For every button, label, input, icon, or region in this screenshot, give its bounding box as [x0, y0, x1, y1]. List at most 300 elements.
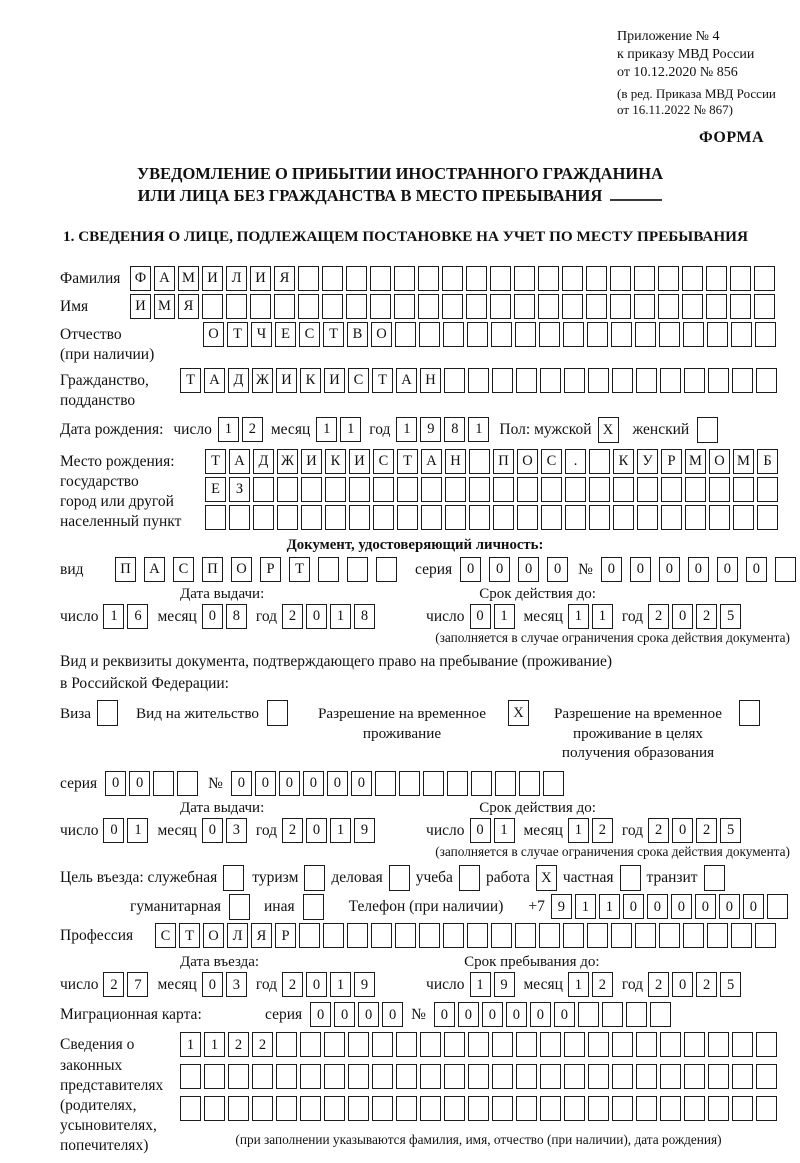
- char-box[interactable]: О: [517, 449, 538, 474]
- char-box[interactable]: [586, 266, 607, 291]
- char-box[interactable]: [684, 368, 705, 393]
- char-box[interactable]: [541, 505, 562, 530]
- char-box[interactable]: 9: [494, 972, 515, 997]
- char-box[interactable]: [228, 1064, 249, 1089]
- char-box[interactable]: [346, 266, 367, 291]
- char-box[interactable]: [658, 266, 679, 291]
- char-box[interactable]: [444, 1096, 465, 1121]
- char-box[interactable]: 2: [648, 972, 669, 997]
- char-box[interactable]: [757, 477, 778, 502]
- char-box[interactable]: 0: [434, 1002, 455, 1027]
- char-box[interactable]: [634, 294, 655, 319]
- char-box[interactable]: [202, 294, 223, 319]
- char-box[interactable]: 1: [127, 818, 148, 843]
- char-box[interactable]: 2: [252, 1032, 273, 1057]
- char-box[interactable]: М: [178, 266, 199, 291]
- char-box[interactable]: М: [733, 449, 754, 474]
- char-box[interactable]: 7: [127, 972, 148, 997]
- char-box[interactable]: [395, 322, 416, 347]
- char-box[interactable]: 9: [551, 894, 572, 919]
- char-box[interactable]: 2: [228, 1032, 249, 1057]
- char-box[interactable]: 0: [458, 1002, 479, 1027]
- char-box[interactable]: [301, 477, 322, 502]
- char-box[interactable]: Т: [289, 557, 310, 582]
- char-box[interactable]: [650, 1002, 671, 1027]
- char-box[interactable]: П: [493, 449, 514, 474]
- char-box[interactable]: [540, 368, 561, 393]
- char-box[interactable]: [274, 294, 295, 319]
- residence-permit-checkbox[interactable]: [267, 700, 288, 726]
- char-box[interactable]: [565, 505, 586, 530]
- char-box[interactable]: [587, 322, 608, 347]
- char-box[interactable]: [394, 266, 415, 291]
- char-box[interactable]: Я: [178, 294, 199, 319]
- char-box[interactable]: А: [144, 557, 165, 582]
- char-box[interactable]: [516, 1096, 537, 1121]
- char-box[interactable]: [756, 1064, 777, 1089]
- char-box[interactable]: [348, 1064, 369, 1089]
- char-box[interactable]: 9: [420, 417, 441, 442]
- char-box[interactable]: [443, 322, 464, 347]
- char-box[interactable]: [347, 557, 368, 582]
- char-box[interactable]: [347, 923, 368, 948]
- char-box[interactable]: 0: [482, 1002, 503, 1027]
- char-box[interactable]: 0: [506, 1002, 527, 1027]
- char-box[interactable]: [514, 266, 535, 291]
- char-box[interactable]: [468, 1064, 489, 1089]
- char-box[interactable]: [731, 923, 752, 948]
- char-box[interactable]: [420, 1032, 441, 1057]
- char-box[interactable]: [611, 923, 632, 948]
- char-box[interactable]: [661, 505, 682, 530]
- char-box[interactable]: Д: [228, 368, 249, 393]
- char-box[interactable]: И: [202, 266, 223, 291]
- char-box[interactable]: [684, 1064, 705, 1089]
- temp-residence-checkbox[interactable]: X: [508, 700, 529, 726]
- char-box[interactable]: [636, 1096, 657, 1121]
- char-box[interactable]: 0: [202, 818, 223, 843]
- char-box[interactable]: [490, 266, 511, 291]
- char-box[interactable]: 0: [303, 771, 324, 796]
- char-box[interactable]: 1: [468, 417, 489, 442]
- char-box[interactable]: М: [154, 294, 175, 319]
- char-box[interactable]: [467, 923, 488, 948]
- char-box[interactable]: [707, 322, 728, 347]
- char-box[interactable]: Ж: [252, 368, 273, 393]
- char-box[interactable]: [299, 923, 320, 948]
- char-box[interactable]: [538, 266, 559, 291]
- char-box[interactable]: [732, 368, 753, 393]
- char-box[interactable]: [706, 266, 727, 291]
- char-box[interactable]: 1: [103, 604, 124, 629]
- char-box[interactable]: [276, 1032, 297, 1057]
- char-box[interactable]: И: [130, 294, 151, 319]
- char-box[interactable]: 1: [330, 972, 351, 997]
- char-box[interactable]: [180, 1096, 201, 1121]
- char-box[interactable]: А: [396, 368, 417, 393]
- char-box[interactable]: [754, 266, 775, 291]
- char-box[interactable]: [730, 266, 751, 291]
- char-box[interactable]: [205, 505, 226, 530]
- char-box[interactable]: [659, 923, 680, 948]
- char-box[interactable]: 0: [530, 1002, 551, 1027]
- char-box[interactable]: [589, 449, 610, 474]
- char-box[interactable]: [420, 1096, 441, 1121]
- char-box[interactable]: [610, 266, 631, 291]
- char-box[interactable]: 0: [255, 771, 276, 796]
- char-box[interactable]: Н: [445, 449, 466, 474]
- char-box[interactable]: [612, 1032, 633, 1057]
- char-box[interactable]: 0: [279, 771, 300, 796]
- char-box[interactable]: 1: [599, 894, 620, 919]
- char-box[interactable]: [322, 266, 343, 291]
- char-box[interactable]: 2: [696, 818, 717, 843]
- char-box[interactable]: [301, 505, 322, 530]
- char-box[interactable]: [372, 1096, 393, 1121]
- char-box[interactable]: [731, 322, 752, 347]
- char-box[interactable]: [490, 294, 511, 319]
- char-box[interactable]: [492, 1032, 513, 1057]
- char-box[interactable]: 2: [648, 604, 669, 629]
- char-box[interactable]: [565, 477, 586, 502]
- char-box[interactable]: [682, 294, 703, 319]
- char-box[interactable]: [394, 294, 415, 319]
- char-box[interactable]: [466, 294, 487, 319]
- char-box[interactable]: [419, 923, 440, 948]
- char-box[interactable]: 0: [470, 604, 491, 629]
- char-box[interactable]: 0: [659, 557, 680, 582]
- char-box[interactable]: М: [685, 449, 706, 474]
- char-box[interactable]: [539, 322, 560, 347]
- char-box[interactable]: 1: [316, 417, 337, 442]
- char-box[interactable]: 1: [494, 818, 515, 843]
- char-box[interactable]: [419, 322, 440, 347]
- char-box[interactable]: 1: [330, 818, 351, 843]
- char-box[interactable]: [468, 1096, 489, 1121]
- char-box[interactable]: [658, 294, 679, 319]
- char-box[interactable]: [732, 1064, 753, 1089]
- char-box[interactable]: [372, 1064, 393, 1089]
- char-box[interactable]: [495, 771, 516, 796]
- char-box[interactable]: 0: [129, 771, 150, 796]
- char-box[interactable]: [300, 1032, 321, 1057]
- char-box[interactable]: [733, 477, 754, 502]
- char-box[interactable]: [775, 557, 796, 582]
- char-box[interactable]: 1: [575, 894, 596, 919]
- char-box[interactable]: Н: [420, 368, 441, 393]
- char-box[interactable]: И: [250, 266, 271, 291]
- char-box[interactable]: 0: [688, 557, 709, 582]
- char-box[interactable]: 1: [568, 604, 589, 629]
- char-box[interactable]: [447, 771, 468, 796]
- char-box[interactable]: [515, 923, 536, 948]
- char-box[interactable]: Е: [275, 322, 296, 347]
- char-box[interactable]: [730, 294, 751, 319]
- char-box[interactable]: [587, 923, 608, 948]
- purpose-official-checkbox[interactable]: [223, 865, 244, 891]
- char-box[interactable]: [471, 771, 492, 796]
- char-box[interactable]: И: [301, 449, 322, 474]
- char-box[interactable]: 0: [547, 557, 568, 582]
- char-box[interactable]: О: [709, 449, 730, 474]
- char-box[interactable]: 1: [340, 417, 361, 442]
- char-box[interactable]: 8: [354, 604, 375, 629]
- char-box[interactable]: [767, 894, 788, 919]
- char-box[interactable]: [443, 923, 464, 948]
- char-box[interactable]: 3: [226, 818, 247, 843]
- visa-checkbox[interactable]: [97, 700, 118, 726]
- char-box[interactable]: [395, 923, 416, 948]
- char-box[interactable]: Т: [323, 322, 344, 347]
- char-box[interactable]: 0: [647, 894, 668, 919]
- char-box[interactable]: [540, 1032, 561, 1057]
- char-box[interactable]: 0: [719, 894, 740, 919]
- char-box[interactable]: 1: [204, 1032, 225, 1057]
- char-box[interactable]: [469, 505, 490, 530]
- char-box[interactable]: 0: [743, 894, 764, 919]
- char-box[interactable]: [349, 505, 370, 530]
- char-box[interactable]: [277, 477, 298, 502]
- char-box[interactable]: [634, 266, 655, 291]
- purpose-private-checkbox[interactable]: [620, 865, 641, 891]
- char-box[interactable]: 0: [601, 557, 622, 582]
- char-box[interactable]: О: [203, 322, 224, 347]
- char-box[interactable]: [683, 322, 704, 347]
- char-box[interactable]: [253, 477, 274, 502]
- char-box[interactable]: [445, 505, 466, 530]
- char-box[interactable]: [613, 477, 634, 502]
- char-box[interactable]: [589, 477, 610, 502]
- char-box[interactable]: [588, 1096, 609, 1121]
- char-box[interactable]: [588, 368, 609, 393]
- char-box[interactable]: [540, 1096, 561, 1121]
- char-box[interactable]: 2: [242, 417, 263, 442]
- char-box[interactable]: [562, 266, 583, 291]
- female-checkbox[interactable]: [697, 417, 718, 443]
- char-box[interactable]: [298, 294, 319, 319]
- char-box[interactable]: [348, 1032, 369, 1057]
- char-box[interactable]: [754, 294, 775, 319]
- char-box[interactable]: С: [173, 557, 194, 582]
- char-box[interactable]: [324, 1032, 345, 1057]
- char-box[interactable]: К: [613, 449, 634, 474]
- char-box[interactable]: С: [373, 449, 394, 474]
- char-box[interactable]: [515, 322, 536, 347]
- char-box[interactable]: [709, 477, 730, 502]
- char-box[interactable]: [421, 505, 442, 530]
- char-box[interactable]: [564, 1096, 585, 1121]
- char-box[interactable]: Б: [757, 449, 778, 474]
- char-box[interactable]: [563, 923, 584, 948]
- temp-residence-edu-checkbox[interactable]: [739, 700, 760, 726]
- char-box[interactable]: [492, 1064, 513, 1089]
- char-box[interactable]: [376, 557, 397, 582]
- char-box[interactable]: [660, 1096, 681, 1121]
- char-box[interactable]: 0: [103, 818, 124, 843]
- char-box[interactable]: [325, 477, 346, 502]
- char-box[interactable]: [756, 1032, 777, 1057]
- char-box[interactable]: 0: [470, 818, 491, 843]
- char-box[interactable]: [250, 294, 271, 319]
- char-box[interactable]: [661, 477, 682, 502]
- char-box[interactable]: О: [231, 557, 252, 582]
- char-box[interactable]: [540, 1064, 561, 1089]
- char-box[interactable]: 3: [226, 972, 247, 997]
- char-box[interactable]: [682, 266, 703, 291]
- char-box[interactable]: [371, 923, 392, 948]
- char-box[interactable]: 1: [568, 818, 589, 843]
- char-box[interactable]: [228, 1096, 249, 1121]
- char-box[interactable]: Т: [179, 923, 200, 948]
- char-box[interactable]: [660, 368, 681, 393]
- char-box[interactable]: 2: [648, 818, 669, 843]
- char-box[interactable]: [636, 1064, 657, 1089]
- char-box[interactable]: 0: [231, 771, 252, 796]
- char-box[interactable]: [563, 322, 584, 347]
- char-box[interactable]: [423, 771, 444, 796]
- char-box[interactable]: [396, 1032, 417, 1057]
- char-box[interactable]: [349, 477, 370, 502]
- char-box[interactable]: [418, 294, 439, 319]
- male-checkbox[interactable]: X: [598, 417, 619, 443]
- char-box[interactable]: 0: [672, 604, 693, 629]
- char-box[interactable]: Ф: [130, 266, 151, 291]
- char-box[interactable]: [756, 1096, 777, 1121]
- char-box[interactable]: [397, 505, 418, 530]
- char-box[interactable]: Р: [260, 557, 281, 582]
- char-box[interactable]: 2: [696, 972, 717, 997]
- char-box[interactable]: [517, 477, 538, 502]
- char-box[interactable]: Я: [251, 923, 272, 948]
- char-box[interactable]: 1: [494, 604, 515, 629]
- char-box[interactable]: [468, 1032, 489, 1057]
- char-box[interactable]: 1: [568, 972, 589, 997]
- char-box[interactable]: 2: [282, 972, 303, 997]
- char-box[interactable]: [516, 1032, 537, 1057]
- char-box[interactable]: [370, 266, 391, 291]
- char-box[interactable]: [396, 1096, 417, 1121]
- char-box[interactable]: [252, 1096, 273, 1121]
- char-box[interactable]: И: [324, 368, 345, 393]
- char-box[interactable]: [684, 1096, 705, 1121]
- char-box[interactable]: [612, 368, 633, 393]
- char-box[interactable]: 0: [334, 1002, 355, 1027]
- char-box[interactable]: Ч: [251, 322, 272, 347]
- char-box[interactable]: 0: [623, 894, 644, 919]
- char-box[interactable]: [564, 1064, 585, 1089]
- char-box[interactable]: [612, 1064, 633, 1089]
- char-box[interactable]: [277, 505, 298, 530]
- char-box[interactable]: [635, 923, 656, 948]
- char-box[interactable]: [493, 477, 514, 502]
- char-box[interactable]: [466, 266, 487, 291]
- char-box[interactable]: 8: [444, 417, 465, 442]
- char-box[interactable]: 1: [218, 417, 239, 442]
- char-box[interactable]: [180, 1064, 201, 1089]
- char-box[interactable]: [660, 1032, 681, 1057]
- char-box[interactable]: [612, 1096, 633, 1121]
- char-box[interactable]: 0: [327, 771, 348, 796]
- char-box[interactable]: [300, 1096, 321, 1121]
- char-box[interactable]: Р: [275, 923, 296, 948]
- purpose-business-checkbox[interactable]: [389, 865, 410, 891]
- char-box[interactable]: [469, 477, 490, 502]
- char-box[interactable]: [519, 771, 540, 796]
- char-box[interactable]: [375, 771, 396, 796]
- char-box[interactable]: 0: [489, 557, 510, 582]
- char-box[interactable]: [153, 771, 174, 796]
- char-box[interactable]: Т: [372, 368, 393, 393]
- char-box[interactable]: [229, 505, 250, 530]
- char-box[interactable]: [442, 266, 463, 291]
- char-box[interactable]: Д: [253, 449, 274, 474]
- char-box[interactable]: О: [203, 923, 224, 948]
- char-box[interactable]: 0: [460, 557, 481, 582]
- char-box[interactable]: [492, 1096, 513, 1121]
- char-box[interactable]: С: [541, 449, 562, 474]
- char-box[interactable]: [516, 1064, 537, 1089]
- char-box[interactable]: [660, 1064, 681, 1089]
- char-box[interactable]: 2: [282, 604, 303, 629]
- char-box[interactable]: [420, 1064, 441, 1089]
- char-box[interactable]: 0: [630, 557, 651, 582]
- char-box[interactable]: .: [565, 449, 586, 474]
- char-box[interactable]: 9: [354, 818, 375, 843]
- char-box[interactable]: Т: [397, 449, 418, 474]
- char-box[interactable]: [755, 322, 776, 347]
- char-box[interactable]: [586, 294, 607, 319]
- char-box[interactable]: [626, 1002, 647, 1027]
- char-box[interactable]: [492, 368, 513, 393]
- char-box[interactable]: [637, 505, 658, 530]
- char-box[interactable]: [589, 505, 610, 530]
- char-box[interactable]: [707, 923, 728, 948]
- char-box[interactable]: Т: [180, 368, 201, 393]
- char-box[interactable]: [706, 294, 727, 319]
- char-box[interactable]: 2: [592, 818, 613, 843]
- char-box[interactable]: А: [204, 368, 225, 393]
- char-box[interactable]: 1: [330, 604, 351, 629]
- char-box[interactable]: [491, 322, 512, 347]
- char-box[interactable]: 0: [672, 972, 693, 997]
- char-box[interactable]: 0: [382, 1002, 403, 1027]
- purpose-study-checkbox[interactable]: [459, 865, 480, 891]
- char-box[interactable]: [564, 368, 585, 393]
- char-box[interactable]: Л: [227, 923, 248, 948]
- char-box[interactable]: [708, 1096, 729, 1121]
- char-box[interactable]: Р: [661, 449, 682, 474]
- char-box[interactable]: Л: [226, 266, 247, 291]
- purpose-humanitarian-checkbox[interactable]: [229, 894, 250, 920]
- char-box[interactable]: [318, 557, 339, 582]
- char-box[interactable]: 6: [127, 604, 148, 629]
- char-box[interactable]: 0: [202, 604, 223, 629]
- char-box[interactable]: С: [299, 322, 320, 347]
- char-box[interactable]: [324, 1064, 345, 1089]
- char-box[interactable]: 8: [226, 604, 247, 629]
- char-box[interactable]: 1: [396, 417, 417, 442]
- char-box[interactable]: И: [349, 449, 370, 474]
- char-box[interactable]: А: [421, 449, 442, 474]
- char-box[interactable]: 0: [306, 604, 327, 629]
- char-box[interactable]: [683, 923, 704, 948]
- char-box[interactable]: З: [229, 477, 250, 502]
- char-box[interactable]: 5: [720, 818, 741, 843]
- char-box[interactable]: К: [325, 449, 346, 474]
- char-box[interactable]: [468, 368, 489, 393]
- char-box[interactable]: [252, 1064, 273, 1089]
- char-box[interactable]: [444, 1064, 465, 1089]
